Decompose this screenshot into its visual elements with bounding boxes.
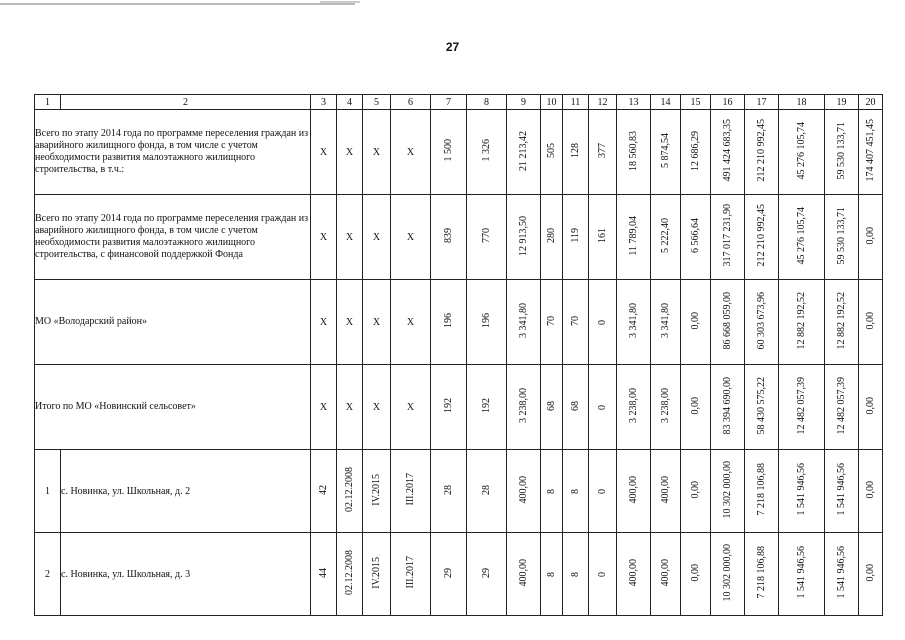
- cell-value: 317 017 231,90: [722, 204, 733, 267]
- cell-value: 11 789,04: [628, 215, 639, 256]
- cell-value: IV.2015: [371, 556, 382, 589]
- table-cell: [859, 195, 883, 280]
- table-cell: [563, 280, 589, 365]
- cell-value: 0,00: [865, 226, 876, 245]
- summary-row: [35, 365, 883, 450]
- cell-value: 212 210 992,45: [756, 204, 767, 267]
- table-cell: [825, 195, 859, 280]
- table-cell: [681, 280, 711, 365]
- table-row: [35, 450, 883, 533]
- cell-value: 18 560,83: [628, 130, 639, 171]
- not-applicable-cell: X: [337, 280, 363, 365]
- table-cell: [617, 533, 651, 616]
- cell-value: 0: [597, 319, 608, 325]
- column-number-header: 11: [563, 95, 589, 110]
- cell-value: 839: [443, 228, 454, 243]
- table-cell: [651, 365, 681, 450]
- page-number: 27: [445, 40, 460, 54]
- table-cell: [337, 533, 363, 616]
- row-label: Всего по этапу 2014 года по программе переселения граждан из аварийного жилищного фонда, в том числе с учетом необходимости развития малоэтажного жилищного строительства, с финансовой поддержкой Фонда: [35, 195, 311, 280]
- cell-value: 3 238,00: [628, 388, 639, 423]
- table-cell: [825, 365, 859, 450]
- not-applicable-cell: X: [337, 195, 363, 280]
- cell-value: 83 394 690,00: [722, 376, 733, 435]
- table-cell: [563, 110, 589, 195]
- not-applicable-cell: X: [337, 365, 363, 450]
- cell-value: 119: [570, 228, 581, 243]
- cell-value: 400,00: [518, 475, 529, 504]
- column-number-header: 18: [779, 95, 825, 110]
- table-cell: [431, 280, 467, 365]
- cell-value: 68: [546, 400, 557, 411]
- table-cell: [363, 533, 391, 616]
- table-cell: [431, 110, 467, 195]
- table-cell: [541, 533, 563, 616]
- cell-value: 1 541 946,56: [836, 463, 847, 516]
- cell-value: 8: [570, 571, 581, 577]
- not-applicable-cell: X: [337, 110, 363, 195]
- cell-value: 3 238,00: [518, 388, 529, 423]
- column-number-header: 16: [711, 95, 745, 110]
- cell-value: 174 407 451,45: [865, 119, 876, 182]
- cell-value: 1 541 946,56: [796, 463, 807, 516]
- table-cell: [711, 195, 745, 280]
- table-cell: [779, 450, 825, 533]
- table-cell: [711, 110, 745, 195]
- cell-value: 3 341,80: [628, 303, 639, 338]
- cell-value: 1 541 946,56: [836, 546, 847, 599]
- table-cell: [541, 110, 563, 195]
- table-cell: [617, 110, 651, 195]
- cell-value: 212 210 992,45: [756, 119, 767, 182]
- table-cell: [617, 365, 651, 450]
- cell-value: 0,00: [865, 563, 876, 582]
- table-cell: [745, 110, 779, 195]
- table-cell: [859, 533, 883, 616]
- column-number-header: 14: [651, 95, 681, 110]
- cell-value: 400,00: [628, 558, 639, 587]
- scan-artifact-lines: [0, 0, 905, 10]
- cell-value: 42: [318, 484, 329, 495]
- table-cell: [507, 195, 541, 280]
- table-cell: [563, 533, 589, 616]
- table-cell: [745, 450, 779, 533]
- cell-value: 86 668 059,00: [722, 291, 733, 350]
- cell-value: 68: [570, 400, 581, 411]
- cell-value: 28: [443, 484, 454, 495]
- column-number-header: 7: [431, 95, 467, 110]
- table-cell: [431, 533, 467, 616]
- table-cell: [507, 365, 541, 450]
- table-cell: [589, 365, 617, 450]
- cell-value: 12 882 192,52: [836, 291, 847, 350]
- not-applicable-cell: X: [391, 365, 431, 450]
- table-cell: [431, 195, 467, 280]
- cell-value: 0,00: [690, 480, 701, 499]
- cell-value: 70: [570, 315, 581, 326]
- cell-value: 0,00: [865, 480, 876, 499]
- not-applicable-cell: X: [311, 110, 337, 195]
- cell-value: 0: [597, 404, 608, 410]
- table-cell: [745, 280, 779, 365]
- cell-value: 29: [481, 567, 492, 578]
- cell-value: III.2017: [405, 473, 416, 506]
- address-cell: с. Новинка, ул. Школьная, д. 2: [61, 450, 311, 533]
- column-number-header: 20: [859, 95, 883, 110]
- cell-value: 770: [481, 228, 492, 243]
- column-number-header: 17: [745, 95, 779, 110]
- table-cell: [651, 110, 681, 195]
- not-applicable-cell: X: [363, 195, 391, 280]
- table-cell: [711, 533, 745, 616]
- cell-value: 0,00: [690, 563, 701, 582]
- not-applicable-cell: X: [363, 110, 391, 195]
- cell-value: 6 566,64: [690, 218, 701, 253]
- cell-value: 3 341,80: [660, 303, 671, 338]
- cell-value: 0,00: [865, 396, 876, 415]
- cell-value: 12 482 057,39: [796, 376, 807, 435]
- cell-value: 21 213,42: [518, 130, 529, 171]
- table-cell: [589, 195, 617, 280]
- cell-value: 280: [546, 228, 557, 243]
- table-cell: [779, 365, 825, 450]
- summary-row: [35, 280, 883, 365]
- column-number-header: 3: [311, 95, 337, 110]
- column-number-header: 8: [467, 95, 507, 110]
- table-cell: [779, 533, 825, 616]
- row-label: Всего по этапу 2014 года по программе переселения граждан из аварийного жилищного фонда, в том числе с учетом необходимости развития малоэтажного жилищного строительства, в т.ч.:: [35, 110, 311, 195]
- table-cell: [541, 365, 563, 450]
- column-number-header: 5: [363, 95, 391, 110]
- cell-value: 7 218 106,88: [756, 463, 767, 516]
- cell-value: 377: [597, 143, 608, 158]
- table-cell: [507, 110, 541, 195]
- not-applicable-cell: X: [391, 195, 431, 280]
- address-cell: с. Новинка, ул. Школьная, д. 3: [61, 533, 311, 616]
- column-number-header: 1: [35, 95, 61, 110]
- table-cell: [779, 110, 825, 195]
- row-number: 1: [35, 450, 61, 533]
- table-cell: [589, 110, 617, 195]
- cell-value: 0: [597, 571, 608, 577]
- column-number-header: 4: [337, 95, 363, 110]
- cell-value: 0,00: [690, 311, 701, 330]
- column-number-header: 19: [825, 95, 859, 110]
- cell-value: 1 326: [481, 139, 492, 162]
- table-cell: [337, 450, 363, 533]
- cell-value: 02.12.2008: [344, 467, 355, 512]
- table-cell: [617, 195, 651, 280]
- table-cell: [541, 280, 563, 365]
- cell-value: III.2017: [405, 556, 416, 589]
- cell-value: 8: [546, 571, 557, 577]
- table-cell: [745, 533, 779, 616]
- table-cell: [311, 533, 337, 616]
- table-cell: [431, 450, 467, 533]
- table-cell: [589, 450, 617, 533]
- column-number-header: 6: [391, 95, 431, 110]
- cell-value: 505: [546, 143, 557, 158]
- not-applicable-cell: X: [391, 280, 431, 365]
- table-cell: [651, 195, 681, 280]
- table-cell: [745, 365, 779, 450]
- table-cell: [589, 280, 617, 365]
- table-cell: [711, 280, 745, 365]
- row-number: 2: [35, 533, 61, 616]
- cell-value: 0,00: [865, 311, 876, 330]
- cell-value: 5 874,54: [660, 133, 671, 168]
- table-cell: [467, 110, 507, 195]
- table-cell: [311, 450, 337, 533]
- table-cell: [651, 280, 681, 365]
- cell-value: 70: [546, 315, 557, 326]
- table-cell: [589, 533, 617, 616]
- table-header-row: [35, 95, 883, 110]
- column-number-header: 2: [61, 95, 311, 110]
- cell-value: 1 500: [443, 139, 454, 162]
- cell-value: 12 913,50: [518, 215, 529, 256]
- table-cell: [467, 195, 507, 280]
- cell-value: 0,00: [690, 396, 701, 415]
- table-cell: [651, 450, 681, 533]
- cell-value: 60 303 673,96: [756, 291, 767, 350]
- cell-value: 8: [570, 488, 581, 494]
- table-cell: [507, 450, 541, 533]
- table-cell: [431, 365, 467, 450]
- table-cell: [825, 533, 859, 616]
- cell-value: 128: [570, 143, 581, 158]
- table-cell: [745, 195, 779, 280]
- table-row: [35, 533, 883, 616]
- cell-value: 400,00: [518, 558, 529, 587]
- cell-value: 192: [481, 398, 492, 413]
- cell-value: 45 276 105,74: [796, 206, 807, 265]
- table-cell: [859, 450, 883, 533]
- table-cell: [779, 195, 825, 280]
- not-applicable-cell: X: [363, 365, 391, 450]
- cell-value: 196: [481, 313, 492, 328]
- table-cell: [825, 450, 859, 533]
- cell-value: 161: [597, 228, 608, 243]
- resettlement-table: [34, 94, 883, 616]
- cell-value: 12 482 057,39: [836, 376, 847, 435]
- cell-value: 3 238,00: [660, 388, 671, 423]
- table-cell: [681, 533, 711, 616]
- column-number-header: 10: [541, 95, 563, 110]
- table-cell: [541, 450, 563, 533]
- not-applicable-cell: X: [311, 280, 337, 365]
- cell-value: 29: [443, 567, 454, 578]
- cell-value: 59 530 133,71: [836, 206, 847, 265]
- cell-value: 1 541 946,56: [796, 546, 807, 599]
- table-cell: [617, 280, 651, 365]
- cell-value: 400,00: [628, 475, 639, 504]
- cell-value: 491 424 683,35: [722, 119, 733, 182]
- cell-value: 45 276 105,74: [796, 121, 807, 180]
- cell-value: 8: [546, 488, 557, 494]
- cell-value: 58 430 575,22: [756, 376, 767, 435]
- table-cell: [617, 450, 651, 533]
- cell-value: 59 530 133,71: [836, 121, 847, 180]
- row-label: Итого по МО «Новинский сельсовет»: [35, 365, 311, 450]
- cell-value: 196: [443, 313, 454, 328]
- column-number-header: 9: [507, 95, 541, 110]
- table-cell: [825, 110, 859, 195]
- not-applicable-cell: X: [311, 195, 337, 280]
- table-cell: [681, 450, 711, 533]
- table-cell: [711, 450, 745, 533]
- cell-value: 0: [597, 488, 608, 494]
- cell-value: 12 882 192,52: [796, 291, 807, 350]
- cell-value: 3 341,80: [518, 303, 529, 338]
- table-cell: [779, 280, 825, 365]
- column-number-header: 12: [589, 95, 617, 110]
- table-cell: [859, 280, 883, 365]
- table-cell: [467, 280, 507, 365]
- table-cell: [507, 280, 541, 365]
- cell-value: 12 686,29: [690, 130, 701, 171]
- table-cell: [507, 533, 541, 616]
- table-cell: [467, 365, 507, 450]
- summary-row: [35, 195, 883, 280]
- column-number-header: 15: [681, 95, 711, 110]
- not-applicable-cell: X: [311, 365, 337, 450]
- cell-value: 400,00: [660, 558, 671, 587]
- table-cell: [859, 110, 883, 195]
- row-label: МО «Володарский район»: [35, 280, 311, 365]
- table-cell: [681, 365, 711, 450]
- cell-value: 5 222,40: [660, 218, 671, 253]
- not-applicable-cell: X: [363, 280, 391, 365]
- cell-value: 10 302 000,00: [722, 460, 733, 519]
- table-cell: [859, 365, 883, 450]
- table-cell: [363, 450, 391, 533]
- table-cell: [467, 450, 507, 533]
- table-cell: [563, 450, 589, 533]
- table-cell: [563, 365, 589, 450]
- cell-value: 7 218 106,88: [756, 546, 767, 599]
- cell-value: 400,00: [660, 475, 671, 504]
- not-applicable-cell: X: [391, 110, 431, 195]
- table-cell: [541, 195, 563, 280]
- column-number-header: 13: [617, 95, 651, 110]
- cell-value: 28: [481, 484, 492, 495]
- table-cell: [651, 533, 681, 616]
- table-cell: [681, 195, 711, 280]
- table-cell: [563, 195, 589, 280]
- table-cell: [825, 280, 859, 365]
- table-cell: [711, 365, 745, 450]
- cell-value: 02.12.2008: [344, 550, 355, 595]
- table-cell: [467, 533, 507, 616]
- table-cell: [681, 110, 711, 195]
- cell-value: 44: [318, 567, 329, 578]
- table-cell: [391, 450, 431, 533]
- table-cell: [391, 533, 431, 616]
- cell-value: 10 302 000,00: [722, 543, 733, 602]
- summary-row: [35, 110, 883, 195]
- cell-value: IV.2015: [371, 473, 382, 506]
- cell-value: 192: [443, 398, 454, 413]
